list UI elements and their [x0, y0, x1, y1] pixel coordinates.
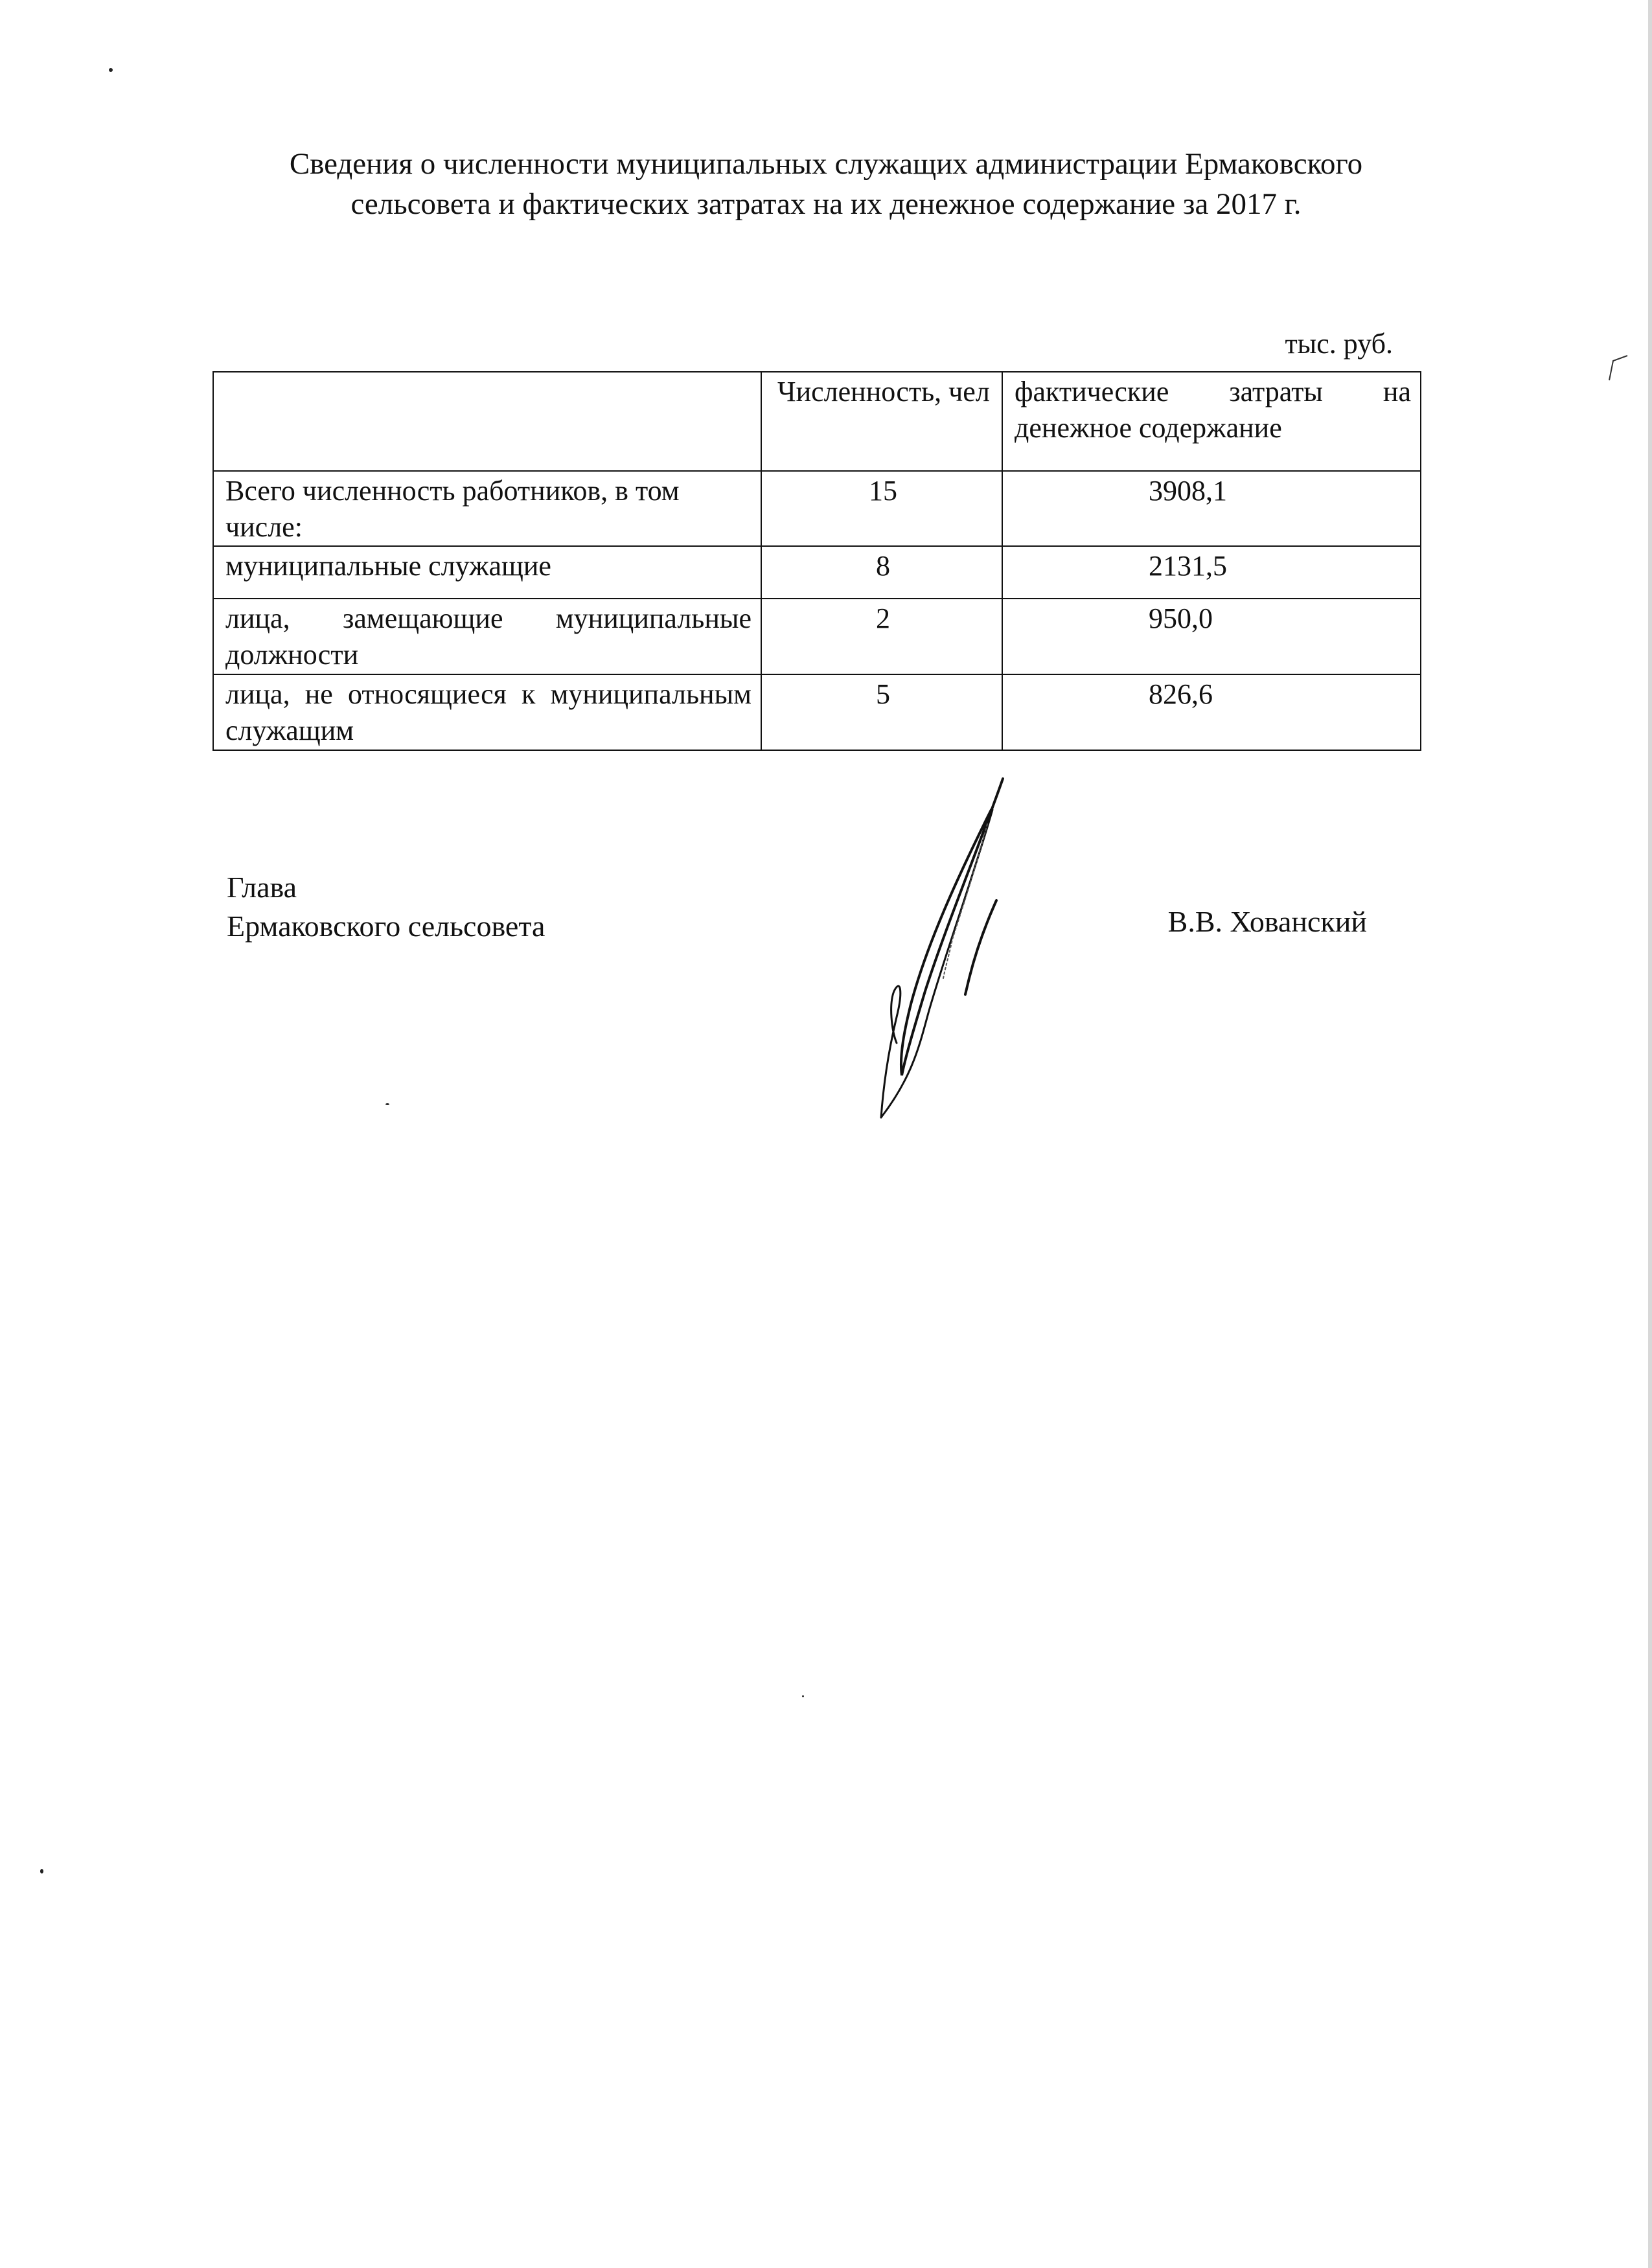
table-row [213, 471, 1421, 546]
row-cost: 2131,5 [1002, 546, 1421, 599]
row-cost: 950,0 [1002, 599, 1421, 674]
row-count: 5 [761, 674, 1002, 750]
table-row [213, 599, 1421, 674]
scan-speck [385, 1103, 389, 1105]
title-line-2: сельсовета и фактических затратах на их денежное содержание за 2017 г. [350, 187, 1302, 221]
table-header-row [213, 372, 1421, 471]
row-cost: 826,6 [1002, 674, 1421, 750]
header-count: Численность, чел [761, 372, 1002, 471]
row-label: Всего численность работников, в том числе: [213, 471, 761, 546]
header-empty [213, 372, 761, 471]
unit-label: тыс. руб. [1285, 328, 1393, 360]
scan-mark [1605, 353, 1631, 385]
table-row [213, 546, 1421, 599]
position-line-2: Ермаковского сельсовета [227, 910, 545, 943]
header-cost: фактические затраты на денежное содержание [1002, 372, 1421, 471]
scan-speck [109, 68, 113, 72]
title-line-1: Сведения о численности муниципальных служащих администрации Ермаковского [289, 147, 1363, 181]
position-line-1: Глава [227, 871, 297, 904]
staff-cost-table [212, 371, 1421, 751]
scan-speck [802, 1695, 804, 1697]
row-label: лица, не относящиеся к муниципальным служащим [213, 674, 761, 750]
document-title [194, 144, 1458, 224]
table-row [213, 674, 1421, 750]
signatory-position [227, 868, 545, 946]
signatory-name: В.В. Хованский [1167, 905, 1367, 938]
row-label: муниципальные служащие [213, 546, 761, 599]
row-count: 15 [761, 471, 1002, 546]
row-label: лица, замещающие муниципальные должности [213, 599, 761, 674]
row-count: 2 [761, 599, 1002, 674]
row-cost: 3908,1 [1002, 471, 1421, 546]
scan-speck [40, 1869, 43, 1873]
row-count: 8 [761, 546, 1002, 599]
handwritten-signature [849, 771, 1043, 1121]
scan-edge [1648, 0, 1652, 2268]
